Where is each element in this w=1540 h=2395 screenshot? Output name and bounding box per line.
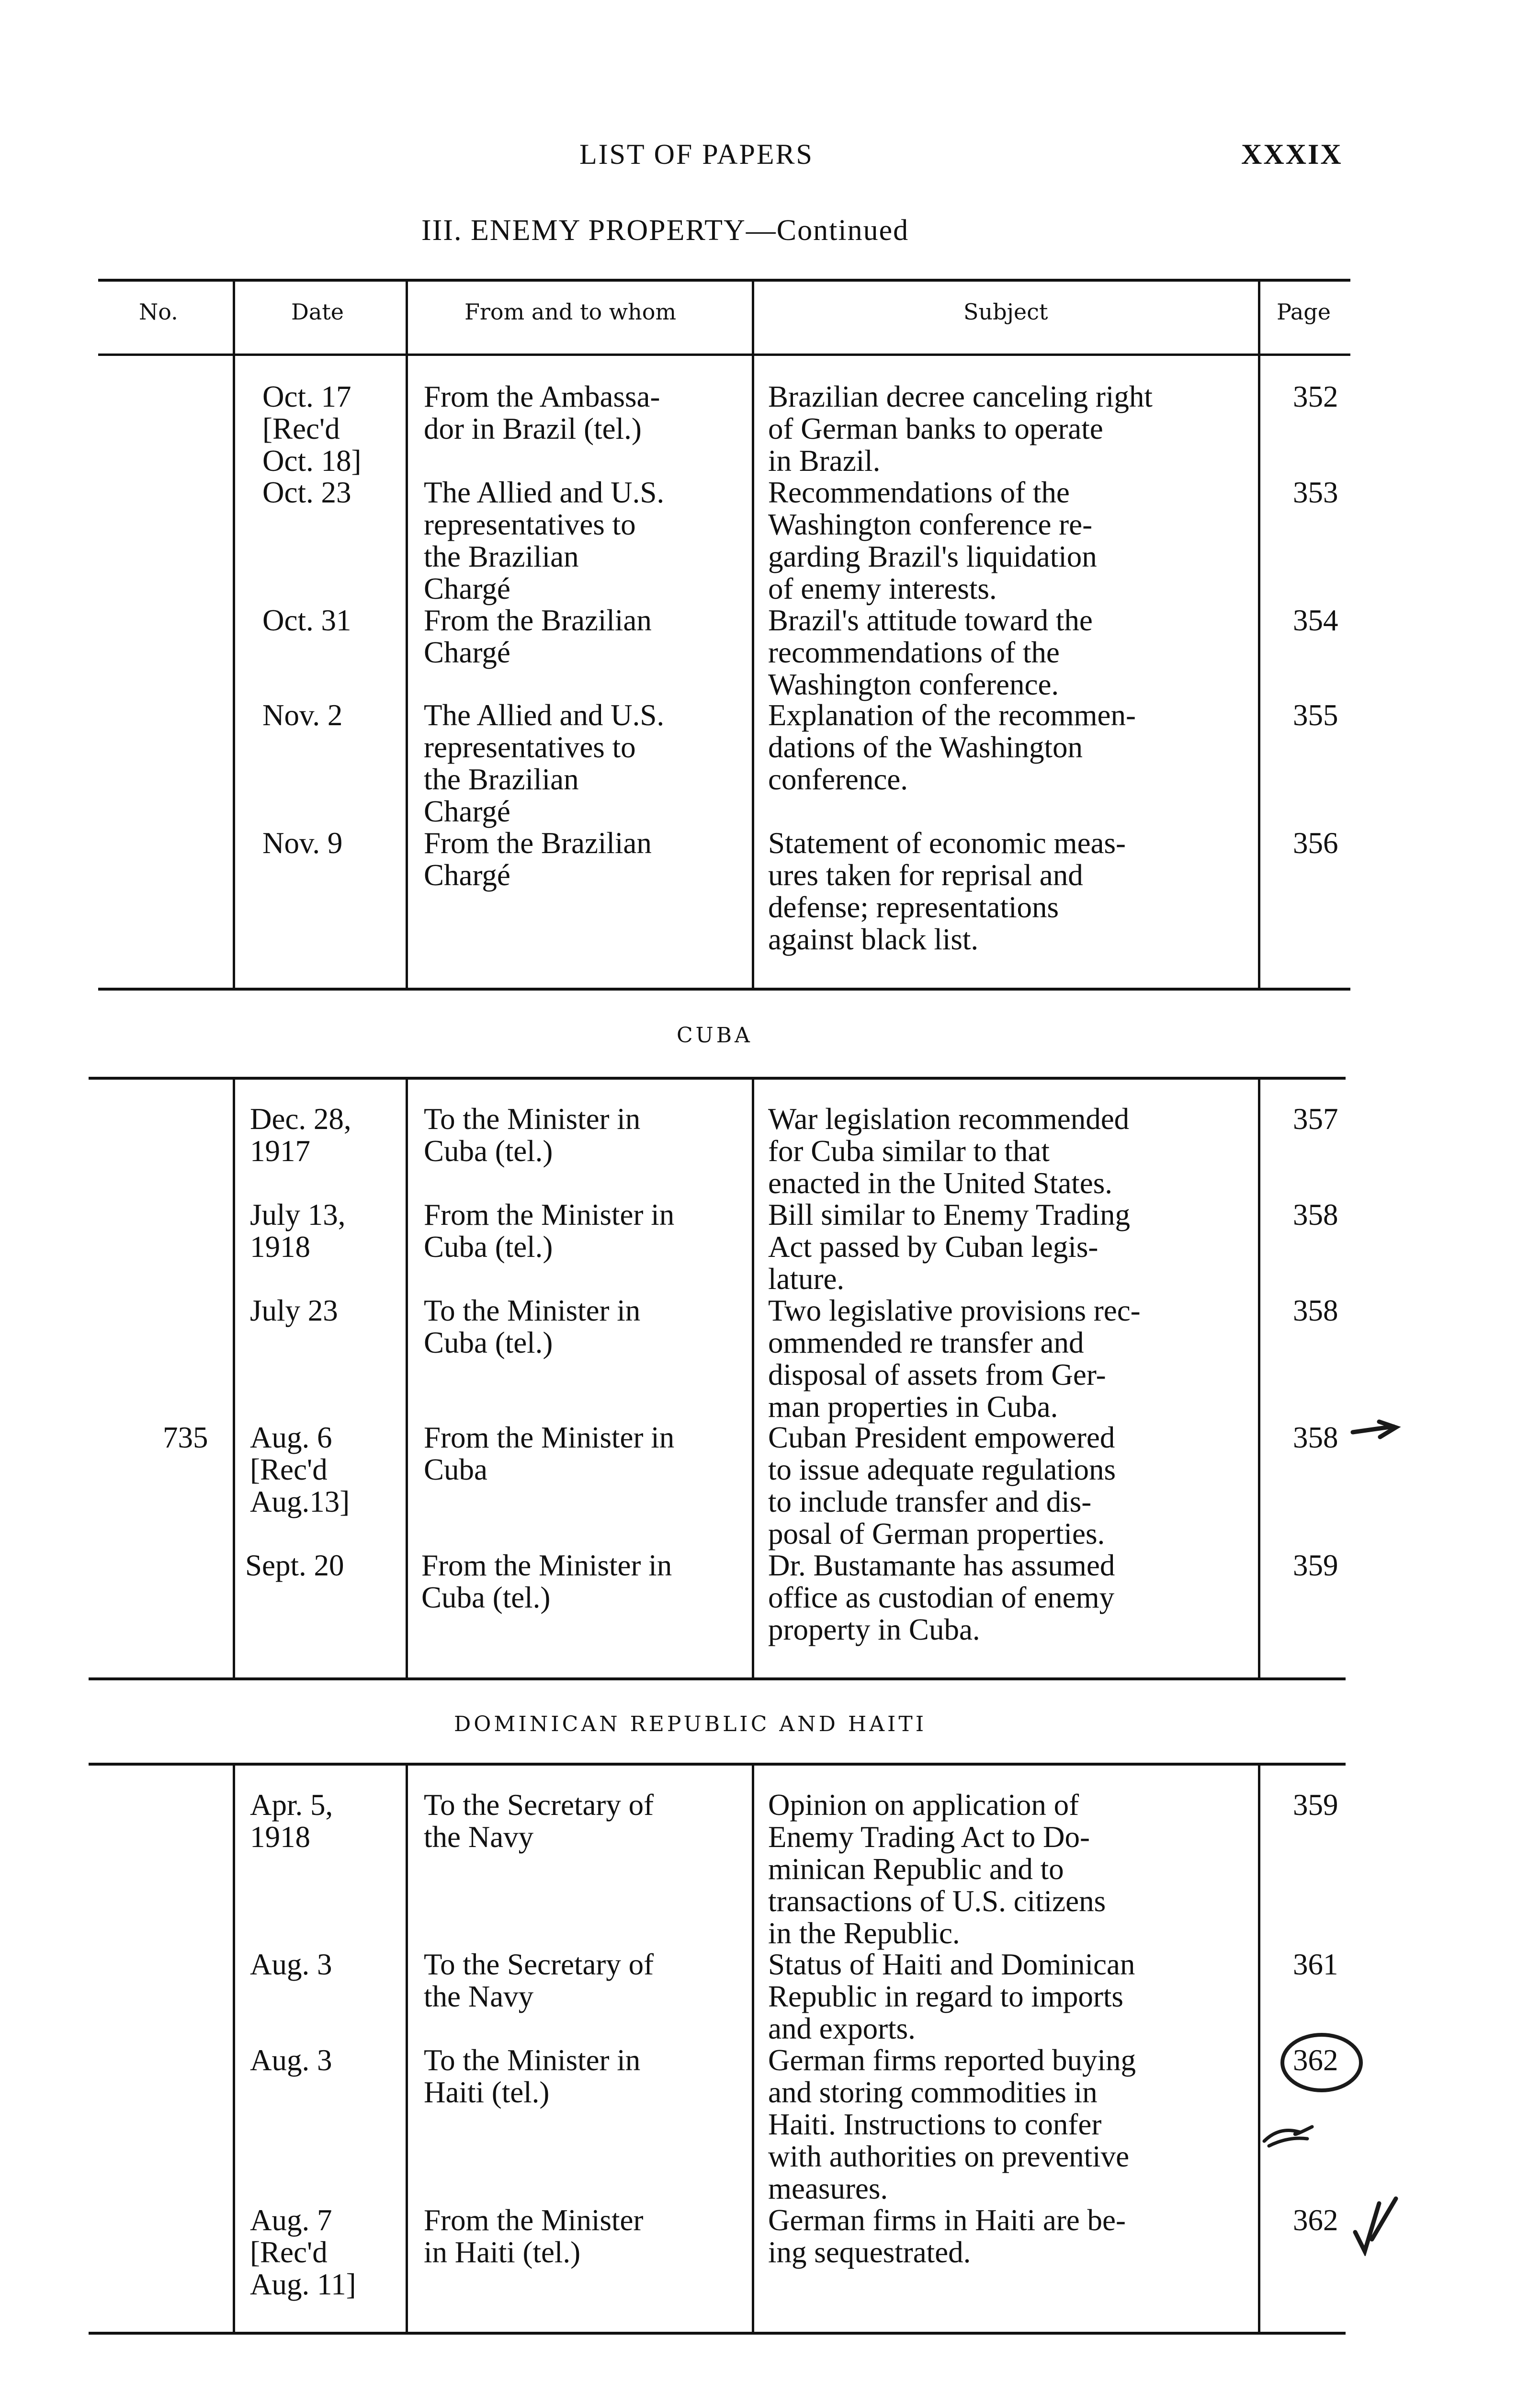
row-date: Oct. 17 [Rec'd Oct. 18]: [262, 380, 362, 478]
scribble-mark-icon: [1259, 2117, 1322, 2151]
row-page: 354: [1293, 604, 1338, 637]
row-from-to: From the Ambassa- dor in Brazil (tel.): [424, 380, 660, 445]
row-subject: Bill similar to Enemy Trading Act passed by Cuban legis- lature.: [768, 1198, 1131, 1296]
row-subject: Brazil's attitude toward the recommendations of the Washington conference.: [768, 604, 1093, 701]
row-from-to: From the Minister in Cuba (tel.): [421, 1549, 672, 1614]
row-date: Oct. 31: [262, 604, 351, 637]
row-subject: Status of Haiti and Dominican Republic in regard to imports and exports.: [768, 1948, 1135, 2045]
column-divider: [1258, 281, 1260, 988]
table-bottom-rule: [98, 988, 1350, 991]
row-from-to: To the Minister in Cuba (tel.): [424, 1294, 641, 1359]
column-header-from-to: From and to whom: [464, 299, 677, 325]
subsection-title-cuba: CUBA: [677, 1023, 753, 1048]
column-header-date: Date: [291, 299, 344, 325]
row-subject: Statement of economic meas- ures taken for reprisal and defense; representations against black list.: [768, 826, 1126, 956]
column-divider: [233, 1765, 235, 2332]
row-page: 358: [1293, 1421, 1338, 1454]
table-top-rule: [89, 1077, 1346, 1080]
column-header-page: Page: [1277, 299, 1331, 325]
row-page: 355: [1293, 698, 1338, 732]
row-from-to: To the Minister in Haiti (tel.): [424, 2043, 641, 2109]
row-page: 356: [1293, 826, 1338, 860]
column-divider: [233, 1079, 235, 1677]
table-top-rule: [98, 279, 1350, 282]
row-date: Aug. 7 [Rec'd Aug. 11]: [250, 2203, 356, 2301]
column-divider: [233, 281, 235, 988]
page-number-roman: XXXIX: [1241, 138, 1343, 170]
check-mark-icon: [1350, 2194, 1403, 2256]
row-page: 358: [1293, 1198, 1338, 1232]
row-date: Dec. 28, 1917: [250, 1102, 351, 1168]
row-date: Oct. 23: [262, 476, 351, 509]
column-divider: [752, 1765, 754, 2332]
row-page: 361: [1293, 1948, 1338, 1981]
column-divider: [752, 1079, 754, 1677]
row-date: Nov. 2: [262, 698, 343, 732]
row-from-to: From the Brazilian Chargé: [424, 826, 652, 892]
row-date: Nov. 9: [262, 826, 343, 860]
row-from-to: From the Minister in Cuba: [424, 1421, 675, 1486]
row-subject: German firms reported buying and storing commodities in Haiti. Instructions to confer with authorities on preventive measures.: [768, 2043, 1136, 2205]
subsection-title-dominican-haiti: DOMINICAN REPUBLIC AND HAITI: [454, 1712, 927, 1736]
row-subject: German firms in Haiti are be- ing sequestrated.: [768, 2203, 1126, 2269]
column-divider: [406, 281, 408, 988]
row-from-to: To the Secretary of the Navy: [424, 1788, 654, 1854]
row-date: Aug. 6 [Rec'd Aug.13]: [250, 1421, 350, 1518]
row-page: 358: [1293, 1294, 1338, 1327]
table-bottom-rule: [89, 1677, 1346, 1680]
row-subject: Recommendations of the Washington conference re- garding Brazil's liquidation of enemy interests.: [768, 476, 1097, 605]
row-from-to: From the Minister in Haiti (tel.): [424, 2203, 644, 2269]
row-page: 359: [1293, 1549, 1338, 1582]
row-page: 362: [1293, 2203, 1338, 2237]
column-header-no: No.: [139, 299, 178, 325]
row-date: July 13, 1918: [250, 1198, 346, 1264]
column-divider: [406, 1765, 408, 2332]
table-bottom-rule: [89, 2332, 1346, 2335]
row-page: 353: [1293, 476, 1338, 509]
row-from-to: From the Minister in Cuba (tel.): [424, 1198, 675, 1264]
table-header-rule: [98, 354, 1350, 356]
row-from-to: From the Brazilian Chargé: [424, 604, 652, 669]
row-subject: War legislation recommended for Cuba similar to that enacted in the United States.: [768, 1102, 1130, 1200]
row-subject: Explanation of the recommen- dations of the Washington conference.: [768, 698, 1136, 796]
row-page: 362: [1293, 2043, 1338, 2077]
row-date: July 23: [250, 1294, 338, 1327]
column-divider: [1258, 1079, 1260, 1677]
row-subject: Dr. Bustamante has assumed office as custodian of enemy property in Cuba.: [768, 1549, 1115, 1646]
column-divider: [1258, 1765, 1260, 2332]
row-date: Apr. 5, 1918: [250, 1788, 333, 1854]
row-page: 352: [1293, 380, 1338, 413]
arrow-mark-icon: [1350, 1418, 1403, 1447]
row-subject: Brazilian decree canceling right of German banks to operate in Brazil.: [768, 380, 1153, 478]
running-title: LIST OF PAPERS: [579, 138, 814, 170]
table-top-rule: [89, 1763, 1346, 1766]
row-page: 357: [1293, 1102, 1338, 1136]
column-header-subject: Subject: [963, 299, 1048, 325]
column-divider: [752, 281, 754, 988]
row-number: 735: [163, 1421, 208, 1454]
row-date: Aug. 3: [250, 2043, 332, 2077]
row-subject: Cuban President empowered to issue adequate regulations to include transfer and dis- posal of German properties.: [768, 1421, 1116, 1551]
column-divider: [406, 1079, 408, 1677]
row-from-to: The Allied and U.S. representatives to the Brazilian Chargé: [424, 698, 665, 828]
row-page: 359: [1293, 1788, 1338, 1822]
row-from-to: To the Secretary of the Navy: [424, 1948, 654, 2013]
row-from-to: To the Minister in Cuba (tel.): [424, 1102, 641, 1168]
row-subject: Two legislative provisions rec- ommended re transfer and disposal of assets from Ger- man properties in Cuba.: [768, 1294, 1141, 1424]
row-date: Sept. 20: [245, 1549, 344, 1582]
row-from-to: The Allied and U.S. representatives to the Brazilian Chargé: [424, 476, 665, 605]
section-title: III. ENEMY PROPERTY—Continued: [421, 214, 909, 247]
row-subject: Opinion on application of Enemy Trading Act to Do- minican Republic and to transactions of U.S. citizens in the Republic.: [768, 1788, 1106, 1950]
row-date: Aug. 3: [250, 1948, 332, 1981]
